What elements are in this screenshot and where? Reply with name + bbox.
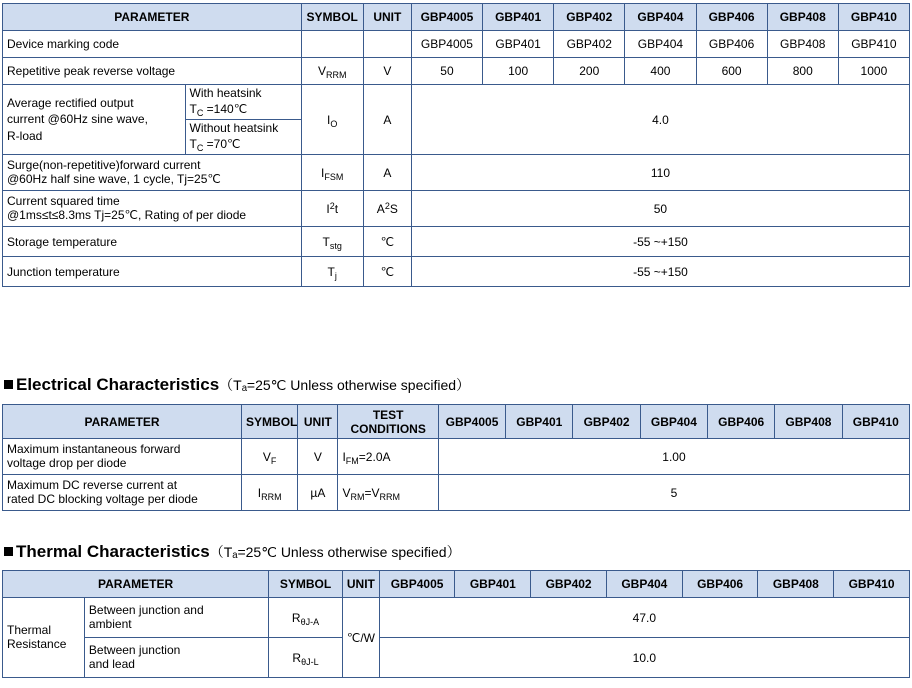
group-label-line-2: Resistance bbox=[7, 636, 67, 651]
column-header-gbp408: GBP408 bbox=[775, 405, 842, 439]
cell-unit: A bbox=[363, 155, 411, 191]
section-heading-thermal bbox=[4, 542, 461, 562]
table-header-row bbox=[3, 405, 910, 439]
row-label-storage-temperature: Storage temperature bbox=[3, 227, 302, 257]
section-title: Electrical Characteristics bbox=[16, 375, 220, 394]
parameter-line-2: and lead bbox=[88, 656, 135, 671]
column-header-gbp408: GBP408 bbox=[767, 4, 838, 31]
cell-unit bbox=[363, 31, 411, 58]
sub-condition-line-1: Without heatsink bbox=[189, 121, 279, 136]
sub-condition-line-2: $T_C$ =140℃ bbox=[189, 102, 248, 118]
cell-value: 400 bbox=[625, 58, 696, 85]
section-note: （Tₐ=25℃ Unless otherwise specified） bbox=[209, 544, 461, 560]
thermal-characteristics-table bbox=[2, 570, 910, 678]
table-row bbox=[3, 638, 910, 678]
column-header-gbp402: GBP402 bbox=[573, 405, 640, 439]
parameter-description bbox=[3, 85, 185, 154]
nested-row bbox=[3, 85, 301, 120]
column-header-symbol: SYMBOL bbox=[269, 571, 343, 598]
column-header-parameter: PARAMETER bbox=[3, 571, 269, 598]
sub-condition-line-1: With heatsink bbox=[189, 86, 262, 101]
cell-symbol: $I^2t$ bbox=[301, 191, 363, 227]
column-header-parameter: PARAMETER bbox=[3, 4, 302, 31]
sub-condition-with-heatsink bbox=[185, 85, 301, 120]
cell-merged-value: 5 bbox=[438, 475, 909, 511]
cell-symbol: $V_{RRM}$ bbox=[301, 58, 363, 85]
cell-value: GBP408 bbox=[767, 31, 838, 58]
cell-symbol: $R_{\theta J-L}$ bbox=[269, 638, 343, 678]
table-row bbox=[3, 191, 910, 227]
cell-symbol bbox=[301, 31, 363, 58]
column-header-test-conditions bbox=[338, 405, 438, 439]
table-row bbox=[3, 475, 910, 511]
parameter-line-1: Surge(non-repetitive)forward current bbox=[7, 157, 201, 172]
row-group-label-thermal-resistance bbox=[3, 598, 85, 678]
parameter-line-2: @60Hz half sine wave, 1 cycle, Tj=25℃ bbox=[7, 171, 221, 186]
sub-condition-line-2: $T_C$ =70℃ bbox=[189, 137, 241, 153]
column-header-gbp404: GBP404 bbox=[640, 405, 707, 439]
parameter-line-2: @1ms≤t≤8.3ms Tj=25℃, Rating of per diode bbox=[7, 207, 247, 222]
cell-value: 200 bbox=[554, 58, 625, 85]
column-header-gbp410: GBP410 bbox=[834, 571, 910, 598]
cell-value: GBP406 bbox=[696, 31, 767, 58]
row-label-max-forward-voltage-drop bbox=[3, 439, 242, 475]
column-header-gbp408: GBP408 bbox=[758, 571, 834, 598]
row-label-average-rectified-output-current bbox=[3, 85, 302, 155]
header-line-2: CONDITIONS bbox=[350, 421, 426, 436]
cell-unit: V bbox=[298, 439, 338, 475]
maximum-ratings-table bbox=[2, 3, 910, 287]
table-row bbox=[3, 155, 910, 191]
table-row bbox=[3, 31, 910, 58]
column-header-gbp404: GBP404 bbox=[606, 571, 682, 598]
column-header-gbp406: GBP406 bbox=[708, 405, 775, 439]
cell-symbol: $I_{RRM}$ bbox=[242, 475, 298, 511]
parameter-line-3: R-load bbox=[7, 128, 43, 143]
cell-value: GBP4005 bbox=[411, 31, 482, 58]
column-header-gbp402: GBP402 bbox=[554, 4, 625, 31]
table-row bbox=[3, 598, 910, 638]
electrical-characteristics-table bbox=[2, 404, 910, 511]
cell-unit: µA bbox=[298, 475, 338, 511]
cell-unit: V bbox=[363, 58, 411, 85]
parameter-line-1: Average rectified output bbox=[7, 96, 134, 111]
bullet-square-icon bbox=[4, 547, 13, 556]
column-header-gbp401: GBP401 bbox=[506, 405, 573, 439]
column-header-parameter: PARAMETER bbox=[3, 405, 242, 439]
nested-parameter-table bbox=[3, 85, 301, 154]
section-title: Thermal Characteristics bbox=[16, 542, 210, 561]
column-header-unit: UNIT bbox=[342, 571, 379, 598]
column-header-gbp404: GBP404 bbox=[625, 4, 696, 31]
table-row bbox=[3, 58, 910, 85]
column-header-unit: UNIT bbox=[298, 405, 338, 439]
cell-value: 800 bbox=[767, 58, 838, 85]
cell-value: GBP404 bbox=[625, 31, 696, 58]
column-header-gbp410: GBP410 bbox=[842, 405, 909, 439]
cell-symbol: $R_{\theta J-A}$ bbox=[269, 598, 343, 638]
bullet-square-icon bbox=[4, 380, 13, 389]
group-label-line-1: Thermal bbox=[7, 622, 52, 637]
header-line-1: TEST bbox=[372, 407, 404, 422]
column-header-gbp401: GBP401 bbox=[455, 571, 531, 598]
cell-test-condition: $I_{FM}=2.0A$ bbox=[338, 439, 438, 475]
cell-value: GBP410 bbox=[838, 31, 909, 58]
section-heading-electrical bbox=[4, 375, 470, 395]
parameter-line-1: Current squared time bbox=[7, 193, 120, 208]
column-header-gbp4005: GBP4005 bbox=[411, 4, 482, 31]
column-header-symbol: SYMBOL bbox=[301, 4, 363, 31]
cell-unit: ℃ bbox=[363, 227, 411, 257]
column-header-gbp401: GBP401 bbox=[483, 4, 554, 31]
parameter-line-1: Between junction bbox=[88, 642, 181, 657]
parameter-line-2: current @60Hz sine wave, bbox=[7, 112, 148, 127]
cell-unit: ℃/W bbox=[342, 598, 379, 678]
cell-unit: $A^2S$ bbox=[363, 191, 411, 227]
parameter-line-1: Between junction and bbox=[88, 602, 204, 617]
cell-symbol: $I_O$ bbox=[301, 85, 363, 155]
column-header-gbp4005: GBP4005 bbox=[438, 405, 505, 439]
row-label-surge-forward-current bbox=[3, 155, 302, 191]
cell-merged-value: 110 bbox=[411, 155, 909, 191]
row-label-junction-temperature: Junction temperature bbox=[3, 257, 302, 287]
row-label-repetitive-peak-reverse-voltage: Repetitive peak reverse voltage bbox=[3, 58, 302, 85]
cell-value: 100 bbox=[483, 58, 554, 85]
column-header-gbp402: GBP402 bbox=[531, 571, 607, 598]
cell-symbol: $I_{FSM}$ bbox=[301, 155, 363, 191]
row-label-between-junction-and-ambient bbox=[84, 598, 268, 638]
column-header-unit: UNIT bbox=[363, 4, 411, 31]
parameter-line-1: Maximum instantaneous forward bbox=[7, 441, 181, 456]
cell-unit: ℃ bbox=[363, 257, 411, 287]
cell-merged-value: 10.0 bbox=[379, 638, 909, 678]
row-label-device-marking-code: Device marking code bbox=[3, 31, 302, 58]
cell-value: 1000 bbox=[838, 58, 909, 85]
column-header-symbol: SYMBOL bbox=[242, 405, 298, 439]
section-note: （Tₐ=25℃ Unless otherwise specified） bbox=[219, 377, 471, 393]
table-row bbox=[3, 85, 910, 155]
cell-unit: A bbox=[363, 85, 411, 155]
parameter-line-2: ambient bbox=[88, 616, 132, 631]
cell-symbol: $T_{stg}$ bbox=[301, 227, 363, 257]
cell-merged-value: 47.0 bbox=[379, 598, 909, 638]
table-header-row bbox=[3, 4, 910, 31]
cell-merged-value: -55 ~+150 bbox=[411, 257, 909, 287]
cell-merged-value: -55 ~+150 bbox=[411, 227, 909, 257]
column-header-gbp4005: GBP4005 bbox=[379, 571, 455, 598]
column-header-gbp410: GBP410 bbox=[838, 4, 909, 31]
cell-merged-value: 50 bbox=[411, 191, 909, 227]
cell-symbol: $V_F$ bbox=[242, 439, 298, 475]
column-header-gbp406: GBP406 bbox=[682, 571, 758, 598]
table-row bbox=[3, 227, 910, 257]
cell-symbol: $T_j$ bbox=[301, 257, 363, 287]
cell-value: 600 bbox=[696, 58, 767, 85]
cell-value: 50 bbox=[411, 58, 482, 85]
cell-test-condition: $V_{RM}=V_{RRM}$ bbox=[338, 475, 438, 511]
row-label-current-squared-time bbox=[3, 191, 302, 227]
table-row bbox=[3, 439, 910, 475]
column-header-gbp406: GBP406 bbox=[696, 4, 767, 31]
parameter-line-2: voltage drop per diode bbox=[7, 455, 127, 470]
cell-value: GBP402 bbox=[554, 31, 625, 58]
cell-merged-value: 4.0 bbox=[411, 85, 909, 155]
parameter-line-1: Maximum DC reverse current at bbox=[7, 477, 178, 492]
table-header-row bbox=[3, 571, 910, 598]
row-label-between-junction-and-lead bbox=[84, 638, 268, 678]
cell-merged-value: 1.00 bbox=[438, 439, 909, 475]
row-label-max-dc-reverse-current bbox=[3, 475, 242, 511]
table-row bbox=[3, 257, 910, 287]
sub-condition-without-heatsink bbox=[185, 120, 301, 155]
cell-value: GBP401 bbox=[483, 31, 554, 58]
parameter-line-2: rated DC blocking voltage per diode bbox=[7, 491, 198, 506]
